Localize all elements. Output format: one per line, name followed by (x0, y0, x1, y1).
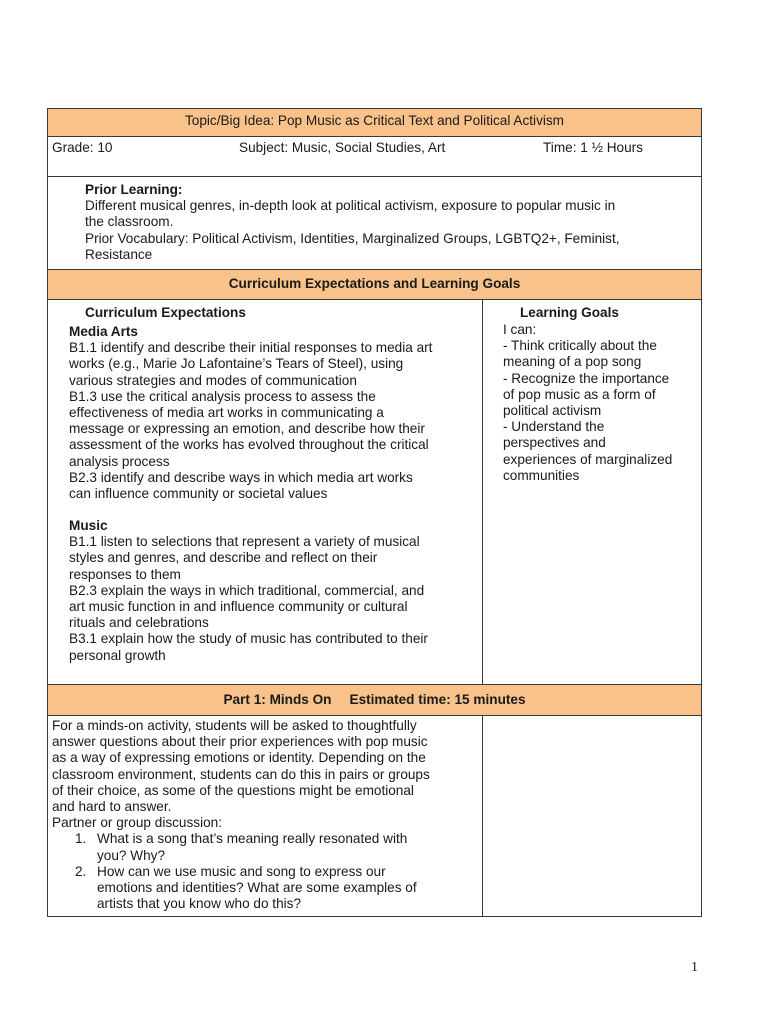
expectation-line: B2.3 explain the ways in which traditional, commercial, and (69, 582, 425, 598)
curriculum-expectations-heading: Curriculum Expectations (85, 305, 246, 320)
expectation-line: responses to them (69, 566, 181, 582)
discussion-question (52, 831, 480, 863)
learning-goals-block (503, 322, 699, 484)
question-number: 1. (75, 831, 87, 847)
expectation-line: works (e.g., Marie Jo Lafontaine’s Tears of Steel), using (69, 356, 404, 372)
expectation-line: B1.1 identify and describe their initial responses to media art (69, 340, 433, 356)
question-line: artists that you know who do this? (97, 896, 302, 912)
goal-line: political activism (503, 403, 602, 419)
part1-header (48, 692, 701, 708)
expectation-line: B3.1 explain how the study of music has contributed to their (69, 631, 428, 647)
discussion-question-list (52, 831, 480, 912)
table-border (47, 108, 702, 109)
part1-line: For a minds-on activity, students will be asked to thoughtfully (52, 718, 417, 733)
goal-line: I can: (503, 322, 537, 337)
expectation-line: B1.1 listen to selections that represent a variety of musical (69, 534, 420, 550)
part1-body (52, 718, 480, 912)
topic-title: Topic/Big Idea: Pop Music as Critical Text and Political Activism (184, 113, 565, 128)
table-border (701, 108, 702, 917)
table-border (482, 299, 483, 685)
expectation-line: art music function in and influence community or cultural (69, 599, 408, 615)
media-arts-block (69, 324, 479, 502)
goal-line: perspectives and (503, 435, 606, 451)
table-border (482, 715, 483, 916)
music-block (69, 518, 479, 664)
expectation-line: analysis process (69, 453, 170, 469)
question-number: 2. (75, 863, 87, 879)
discussion-question (52, 864, 480, 913)
expectation-line: B2.3 identify and describe ways in which media art works (69, 469, 413, 485)
grade-label: Grade: 10 (52, 140, 113, 155)
prior-line: Different musical genres, in-depth look at political activism, exposure to popular music in (85, 198, 616, 214)
prior-line: Prior Vocabulary: Political Activism, Identities, Marginalized Groups, LGBTQ2+, Feminist, (85, 230, 620, 246)
time-label: Time: 1 ½ Hours (543, 140, 643, 155)
goal-line: meaning of a pop song (503, 354, 642, 370)
expectation-line: message or expressing an emotion, and describe how their (69, 421, 425, 437)
part1-line: and hard to answer. (52, 799, 172, 815)
table-border (47, 269, 702, 270)
prior-line: Resistance (85, 246, 153, 262)
table-border (47, 108, 48, 917)
goal-line: - Think critically about the (503, 338, 657, 354)
table-border (47, 176, 702, 177)
expectation-line: can influence community or societal values (69, 486, 328, 502)
media-arts-heading: Media Arts (69, 324, 138, 339)
table-border (47, 684, 702, 685)
expectation-line: personal growth (69, 647, 166, 663)
part1-line: classroom environment, students can do this in pairs or groups (52, 766, 430, 782)
question-line: What is a song that’s meaning really resonated with (97, 831, 408, 847)
expectation-line: effectiveness of media art works in communicating a (69, 405, 384, 421)
question-line: How can we use music and song to express our (97, 863, 386, 879)
table-border (47, 916, 702, 917)
subject-label: Subject: Music, Social Studies, Art (239, 140, 446, 155)
goal-line: - Understand the (503, 419, 605, 435)
expectation-line: assessment of the works has evolved throughout the critical (69, 437, 429, 453)
part1-line: answer questions about their prior experiences with pop music (52, 734, 428, 750)
part1-line: Partner or group discussion: (52, 815, 223, 831)
part1-title: Part 1: Minds On (223, 692, 332, 707)
part1-line: as a way of expressing emotions or identity. Depending on the (52, 750, 426, 766)
curriculum-section-title: Curriculum Expectations and Learning Goals (228, 276, 521, 291)
question-line: emotions and identities? What are some examples of (97, 880, 417, 896)
question-line: you? Why? (97, 847, 166, 863)
prior-learning-heading: Prior Learning: (85, 182, 183, 197)
expectation-line: B1.3 use the critical analysis process to assess the (69, 388, 376, 404)
expectation-line: rituals and celebrations (69, 615, 209, 631)
table-border (47, 715, 702, 716)
goal-line: of pop music as a form of (503, 386, 656, 402)
part1-time: Estimated time: 15 minutes (349, 692, 526, 707)
prior-line: the classroom. (85, 214, 174, 230)
music-heading: Music (69, 518, 108, 533)
expectation-line: styles and genres, and describe and reflect on their (69, 550, 378, 566)
goal-line: - Recognize the importance (503, 370, 670, 386)
prior-learning-block (85, 182, 695, 263)
goal-line: experiences of marginalized (503, 451, 673, 467)
table-border (47, 136, 702, 137)
page-number: 1 (691, 960, 698, 975)
table-border (47, 299, 702, 300)
expectation-line: various strategies and modes of communication (69, 372, 357, 388)
goal-line: communities (503, 467, 580, 483)
part1-line: of their choice, as some of the questions might be emotional (52, 782, 414, 798)
learning-goals-heading: Learning Goals (520, 305, 619, 320)
